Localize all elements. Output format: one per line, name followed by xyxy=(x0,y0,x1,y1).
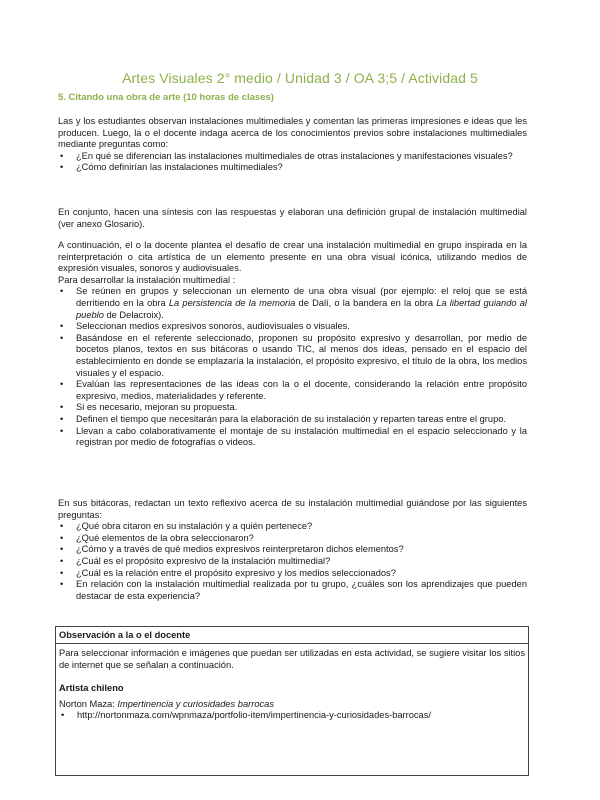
synthesis-block xyxy=(58,207,527,230)
list-item: • Se reúnen en grupos y seleccionan un elemento de una obra visual (por ejemplo: el reloj que se está derritiendo en la obra La persistencia de la memoria de Dalí, o la bandera en la obra La libertad guiando al pueblo de Delacroix). xyxy=(58,286,527,321)
intro-block xyxy=(58,116,527,174)
list-item: • Seleccionan medios expresivos sonoros, audiovisuales o visuales. xyxy=(58,321,527,333)
list-item: • ¿Cómo y a través de qué medios expresivos reinterpretaron dichos elementos? xyxy=(58,544,527,556)
list-item: • ¿En qué se diferencian las instalaciones multimediales de otras instalaciones y manifestaciones visuales? xyxy=(58,151,527,163)
list-item: • Definen el tiempo que necesitarán para la elaboración de su instalación y reparten tareas entre el grupo. xyxy=(58,414,527,426)
artist-line: Norton Maza: Impertinencia y curiosidades barrocas xyxy=(59,698,274,709)
list-item: • ¿Cuál es el propósito expresivo de la instalación multimedial? xyxy=(58,556,527,568)
links-list xyxy=(59,710,525,722)
list-item: • Evalúan las representaciones de las ideas con la o el docente, considerando la relación entre propósito expresivo, medios, materialidades y referente. xyxy=(58,379,527,402)
list-item: • En relación con la instalación multimedial realizada por tu grupo, ¿cuáles son los aprendizajes que pueden destacar de esta experiencia? xyxy=(58,579,527,602)
section-heading: 5. Citando una obra de arte (10 horas de clases) xyxy=(58,92,274,103)
intro-paragraph: Las y los estudiantes observan instalaciones multimediales y comentan las primeras impresiones e ideas que les producen. Luego, la o el docente indaga acerca de los conocimientos previos sobre instalaciones multimediales mediante preguntas como: xyxy=(58,116,527,150)
artist-heading: Artista chileno xyxy=(59,683,124,694)
reflection-block xyxy=(58,498,527,602)
teacher-note-box xyxy=(55,626,529,776)
list-item: • ¿Qué obra citaron en su instalación y a quién pertenece? xyxy=(58,521,527,533)
teacher-note-heading: Observación a la o el docente xyxy=(56,627,528,644)
synthesis-paragraph: En conjunto, hacen una síntesis con las respuestas y elaboran una definición grupal de instalación multimedial (ver anexo Glosario). xyxy=(58,207,527,229)
list-item: • ¿Qué elementos de la obra seleccionaron? xyxy=(58,533,527,545)
intro-questions-list xyxy=(58,151,527,174)
reflection-questions-list xyxy=(58,521,527,602)
list-item: • Basándose en el referente seleccionado, proponen su propósito expresivo y desarrollan, por medio de bocetos planos, textos en sus bitácoras o usando TIC, al menos dos ideas, pensado en el espacio del establecimiento en donde se emplazaría la instalación, el propósito expresivo, el título de la obra, los medios visuales y el espacio. xyxy=(58,333,527,379)
challenge-block xyxy=(58,240,527,449)
development-label: Para desarrollar la instalación multimedial : xyxy=(58,274,236,285)
reflection-intro: En sus bitácoras, redactan un texto reflexivo acerca de su instalación multimedial guiándose por las siguientes preguntas: xyxy=(58,498,527,520)
steps-list xyxy=(58,286,527,448)
list-item: • Llevan a cabo colaborativamente el montaje de su instalación multimedial en el espacio seleccionado y la registran por medio de fotografías o videos. xyxy=(58,426,527,449)
list-item: • ¿Cómo definirían las instalaciones multimediales? xyxy=(58,162,527,174)
resource-link[interactable]: • http://nortonmaza.com/wpnmaza/portfolio-item/impertinencia-y-curiosidades-barrocas/ xyxy=(59,710,525,722)
challenge-paragraph: A continuación, el o la docente plantea el desafío de crear una instalación multimedial en grupo inspirada en la reinterpretación o cita artística de un elemento presente en una obra visual icónica, utilizando medios de expresión visuales, sonoros y audiovisuales. xyxy=(58,240,527,274)
page-title: Artes Visuales 2° medio / Unidad 3 / OA 3;5 / Actividad 5 xyxy=(122,70,478,86)
list-item: • ¿Cuál es la relación entre el propósito expresivo y los medios seleccionados? xyxy=(58,568,527,580)
teacher-note-text: Para seleccionar información e imágenes que puedan ser utilizadas en esta actividad, se sugiere visitar los sitios de internet que se señalan a continuación. xyxy=(59,648,525,670)
list-item: • Si es necesario, mejoran su propuesta. xyxy=(58,402,527,414)
teacher-note-body xyxy=(56,644,528,726)
